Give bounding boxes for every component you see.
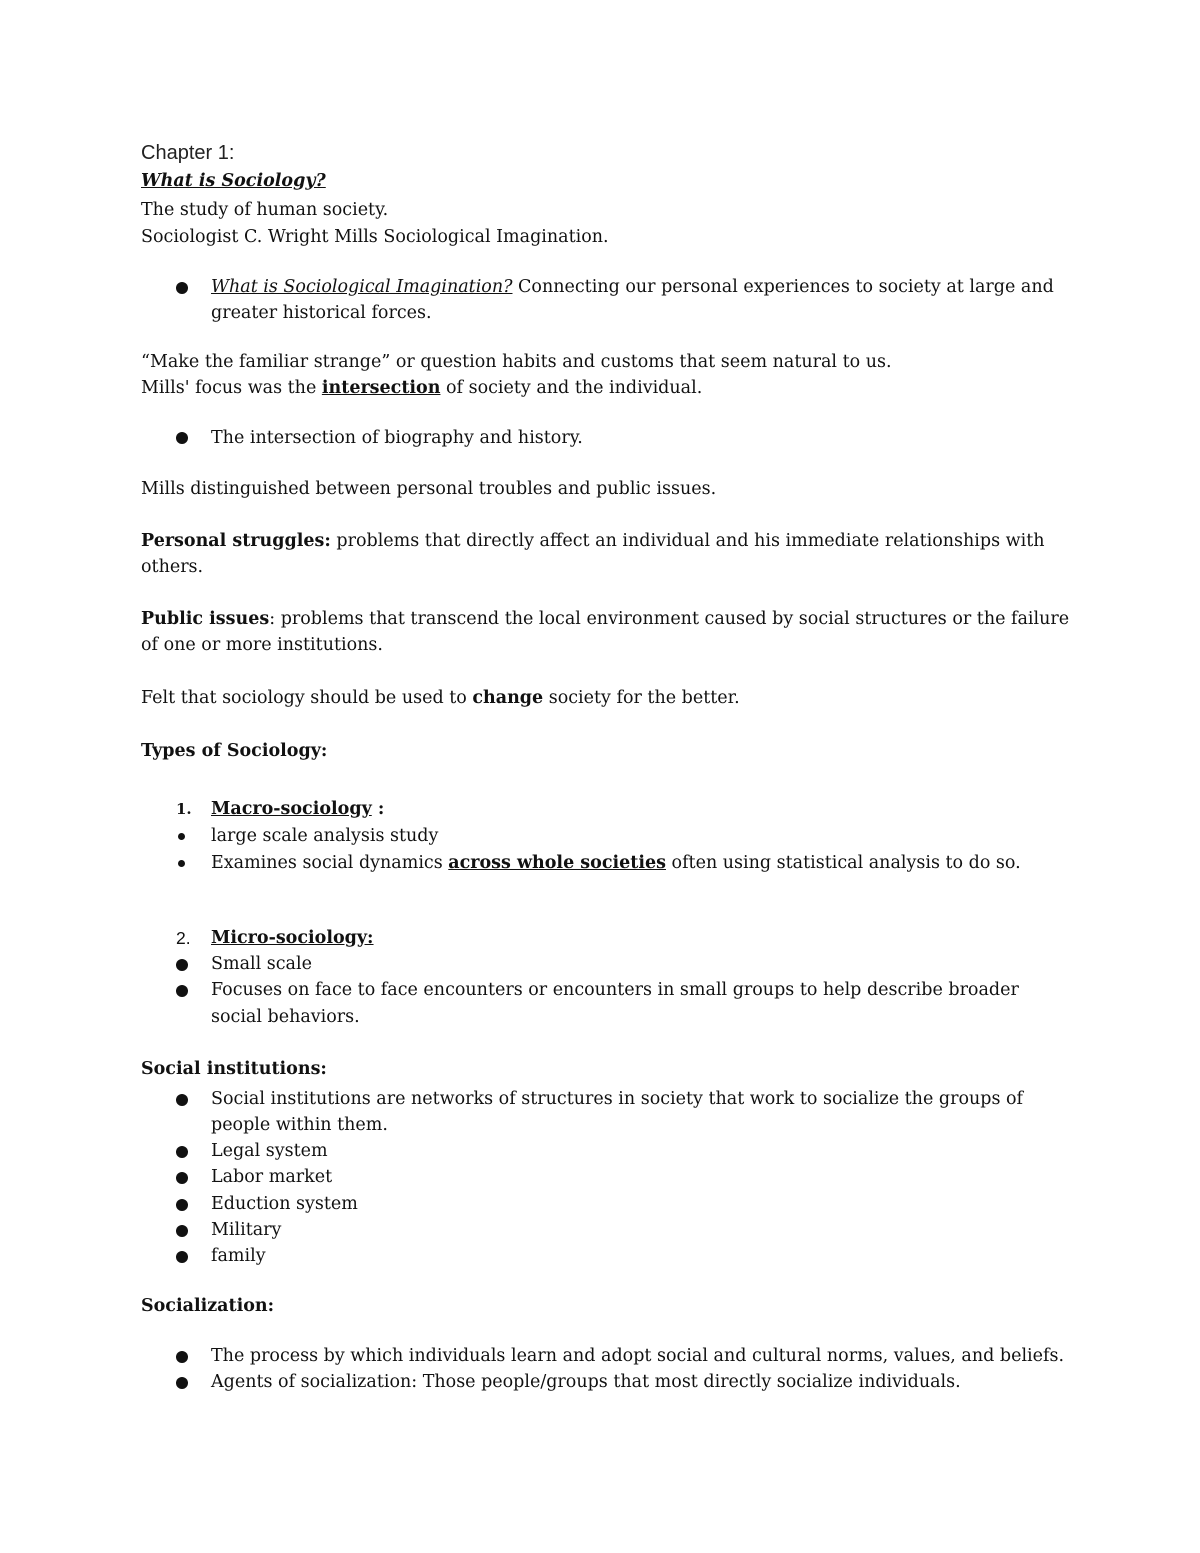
bullet-marker bbox=[178, 860, 185, 867]
public-issues-cont: of one or more institutions. bbox=[141, 635, 383, 655]
types-heading: Types of Sociology: bbox=[141, 741, 328, 761]
page-title: What is Sociology? bbox=[141, 171, 326, 191]
distinguished-line: Mills distinguished between personal troubles and public issues. bbox=[141, 479, 717, 499]
mills-focus-line bbox=[141, 375, 702, 401]
bullet-marker bbox=[176, 282, 188, 294]
socialization-item-2: Agents of socialization: Those people/groups that most directly socialize individuals. bbox=[211, 1372, 961, 1392]
public-issues-line bbox=[141, 606, 1069, 632]
personal-struggles-line bbox=[141, 528, 1045, 554]
bullet-marker bbox=[176, 1351, 188, 1363]
macro-item-2-pre: Examines social dynamics bbox=[211, 853, 449, 873]
across-societies-term: across whole societies bbox=[448, 853, 666, 873]
list-number-2: 2. bbox=[176, 928, 191, 948]
macro-item-2-post: often using statistical analysis to do so. bbox=[665, 853, 1021, 873]
institution-item: Eduction system bbox=[211, 1194, 358, 1214]
institution-item: Labor market bbox=[211, 1167, 333, 1187]
imagination-definition bbox=[211, 274, 1054, 300]
change-post: society for the better. bbox=[543, 688, 740, 708]
macro-item-2 bbox=[211, 850, 1021, 876]
mills-focus-post: of society and the individual. bbox=[440, 378, 703, 398]
bullet-marker bbox=[176, 1094, 188, 1106]
institution-item: family bbox=[211, 1246, 266, 1266]
bullet-marker bbox=[178, 833, 185, 840]
imagination-question: What is Sociological Imagination? bbox=[211, 277, 513, 297]
macro-term: Macro-sociology bbox=[211, 799, 372, 819]
micro-item-2-cont: social behaviors. bbox=[211, 1007, 360, 1027]
change-term: change bbox=[472, 688, 544, 708]
bullet-intersection: The intersection of biography and history. bbox=[211, 428, 583, 448]
change-society-line bbox=[141, 685, 740, 711]
personal-struggles-cont: others. bbox=[141, 557, 204, 577]
socialization-heading: Socialization: bbox=[141, 1296, 275, 1316]
bullet-marker bbox=[176, 985, 188, 997]
bullet-marker bbox=[176, 1199, 188, 1211]
bullet-marker bbox=[176, 1225, 188, 1237]
intersection-term: intersection bbox=[321, 378, 441, 398]
institutions-definition: Social institutions are networks of structures in society that work to socialize the groups of bbox=[211, 1089, 1024, 1109]
socialization-item-1: The process by which individuals learn and adopt social and cultural norms, values, and beliefs. bbox=[211, 1346, 1065, 1366]
institution-item: Military bbox=[211, 1220, 282, 1240]
imagination-answer-cont: greater historical forces. bbox=[211, 303, 432, 323]
macro-colon: : bbox=[371, 799, 385, 819]
mills-focus-pre: Mills' focus was the bbox=[141, 378, 322, 398]
personal-struggles-term: Personal struggles: bbox=[141, 531, 331, 551]
macro-item-1: large scale analysis study bbox=[211, 826, 439, 846]
intro-line-1: The study of human society. bbox=[141, 200, 389, 220]
bullet-marker bbox=[176, 959, 188, 971]
micro-item-2: Focuses on face to face encounters or encounters in small groups to help describe broader bbox=[211, 980, 1019, 1000]
micro-heading: Micro-sociology: bbox=[211, 928, 374, 948]
bullet-marker bbox=[176, 1172, 188, 1184]
list-number-1: 1. bbox=[176, 800, 192, 818]
micro-item-1: Small scale bbox=[211, 954, 312, 974]
public-issues-term: Public issues bbox=[141, 609, 270, 629]
bullet-marker bbox=[176, 1146, 188, 1158]
familiar-strange-line: “Make the familiar strange” or question habits and customs that seem natural to us. bbox=[141, 352, 892, 372]
bullet-marker bbox=[176, 1251, 188, 1263]
bullet-marker bbox=[176, 432, 188, 444]
institutions-definition-cont: people within them. bbox=[211, 1115, 388, 1135]
personal-struggles-def: problems that directly affect an individual and his immediate relationships with bbox=[330, 531, 1045, 551]
intro-line-2: Sociologist C. Wright Mills Sociological Imagination. bbox=[141, 227, 609, 247]
imagination-answer: Connecting our personal experiences to society at large and bbox=[512, 277, 1054, 297]
change-pre: Felt that sociology should be used to bbox=[141, 688, 473, 708]
chapter-label: Chapter 1: bbox=[141, 142, 235, 164]
institutions-heading: Social institutions: bbox=[141, 1059, 327, 1079]
public-issues-def: : problems that transcend the local environment caused by social structures or the failure bbox=[269, 609, 1070, 629]
macro-heading bbox=[211, 796, 384, 822]
institution-item: Legal system bbox=[211, 1141, 328, 1161]
bullet-marker bbox=[176, 1377, 188, 1389]
